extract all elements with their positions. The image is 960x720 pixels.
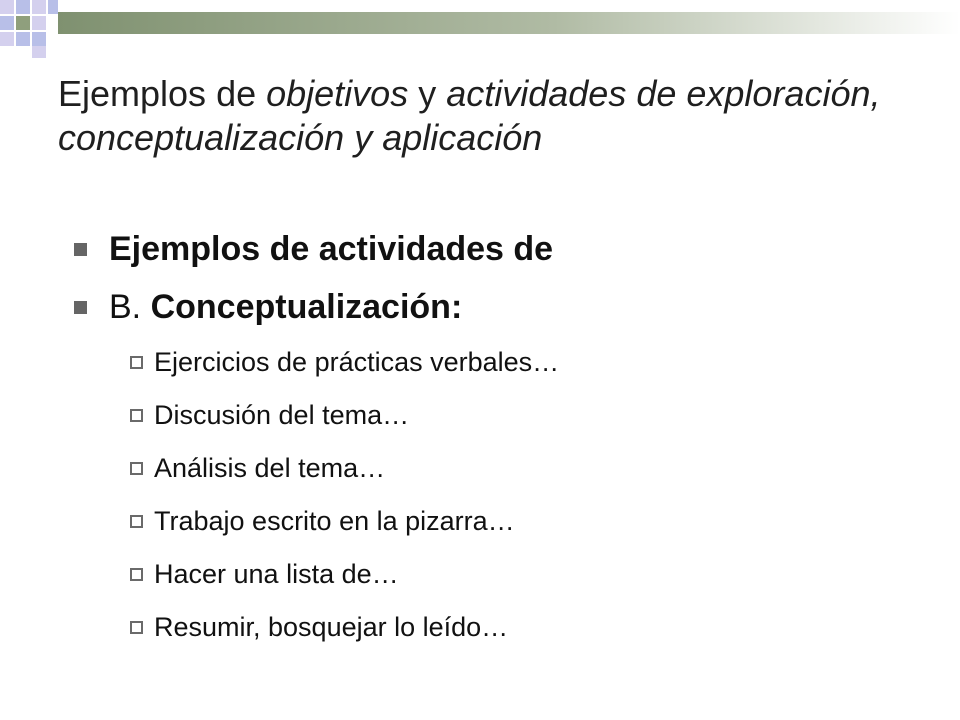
hollow-square-bullet-icon <box>130 621 143 634</box>
sub-bullet-text: Trabajo escrito en la pizarra… <box>154 506 515 536</box>
deco-square-1 <box>0 0 14 14</box>
deco-square-2 <box>16 0 30 14</box>
header-band <box>58 12 960 34</box>
deco-square-3 <box>32 0 46 14</box>
sub-bullet-text: Hacer una lista de… <box>154 559 399 589</box>
hollow-square-bullet-icon <box>130 409 143 422</box>
deco-square-7 <box>32 16 46 30</box>
hollow-square-bullet-icon <box>130 568 143 581</box>
sub-bullet-item <box>74 442 934 495</box>
header-decoration <box>0 0 960 60</box>
sub-bullet-item <box>74 495 934 548</box>
deco-square-4 <box>48 0 58 14</box>
deco-square-5 <box>0 16 14 30</box>
deco-square-10 <box>0 32 14 46</box>
slide-body <box>74 220 934 654</box>
sub-bullet-item <box>74 389 934 442</box>
deco-square-6 <box>16 16 30 30</box>
sub-bullet-item <box>74 601 934 654</box>
hollow-square-bullet-icon <box>130 356 143 369</box>
sub-bullet-item <box>74 548 934 601</box>
deco-square-8 <box>16 32 30 46</box>
sub-bullet-text: Resumir, bosquejar lo leído… <box>154 612 509 642</box>
square-bullet-icon <box>74 243 87 256</box>
slide-title: Ejemplos de objetivos y actividades de exploración, conceptualización y aplicación <box>58 73 881 158</box>
deco-square-9 <box>32 32 46 46</box>
sub-bullet-text: Análisis del tema… <box>154 453 386 483</box>
bullet-text: B. Conceptualización: <box>109 287 463 326</box>
bullet-text: Ejemplos de actividades de <box>109 229 554 268</box>
hollow-square-bullet-icon <box>130 462 143 475</box>
bullet-item <box>74 278 934 336</box>
sub-bullet-text: Discusión del tema… <box>154 400 410 430</box>
deco-square-11 <box>32 46 46 58</box>
square-bullet-icon <box>74 301 87 314</box>
hollow-square-bullet-icon <box>130 515 143 528</box>
sub-bullet-text: Ejercicios de prácticas verbales… <box>154 347 560 377</box>
bullet-item <box>74 220 934 278</box>
sub-bullet-item <box>74 336 934 389</box>
